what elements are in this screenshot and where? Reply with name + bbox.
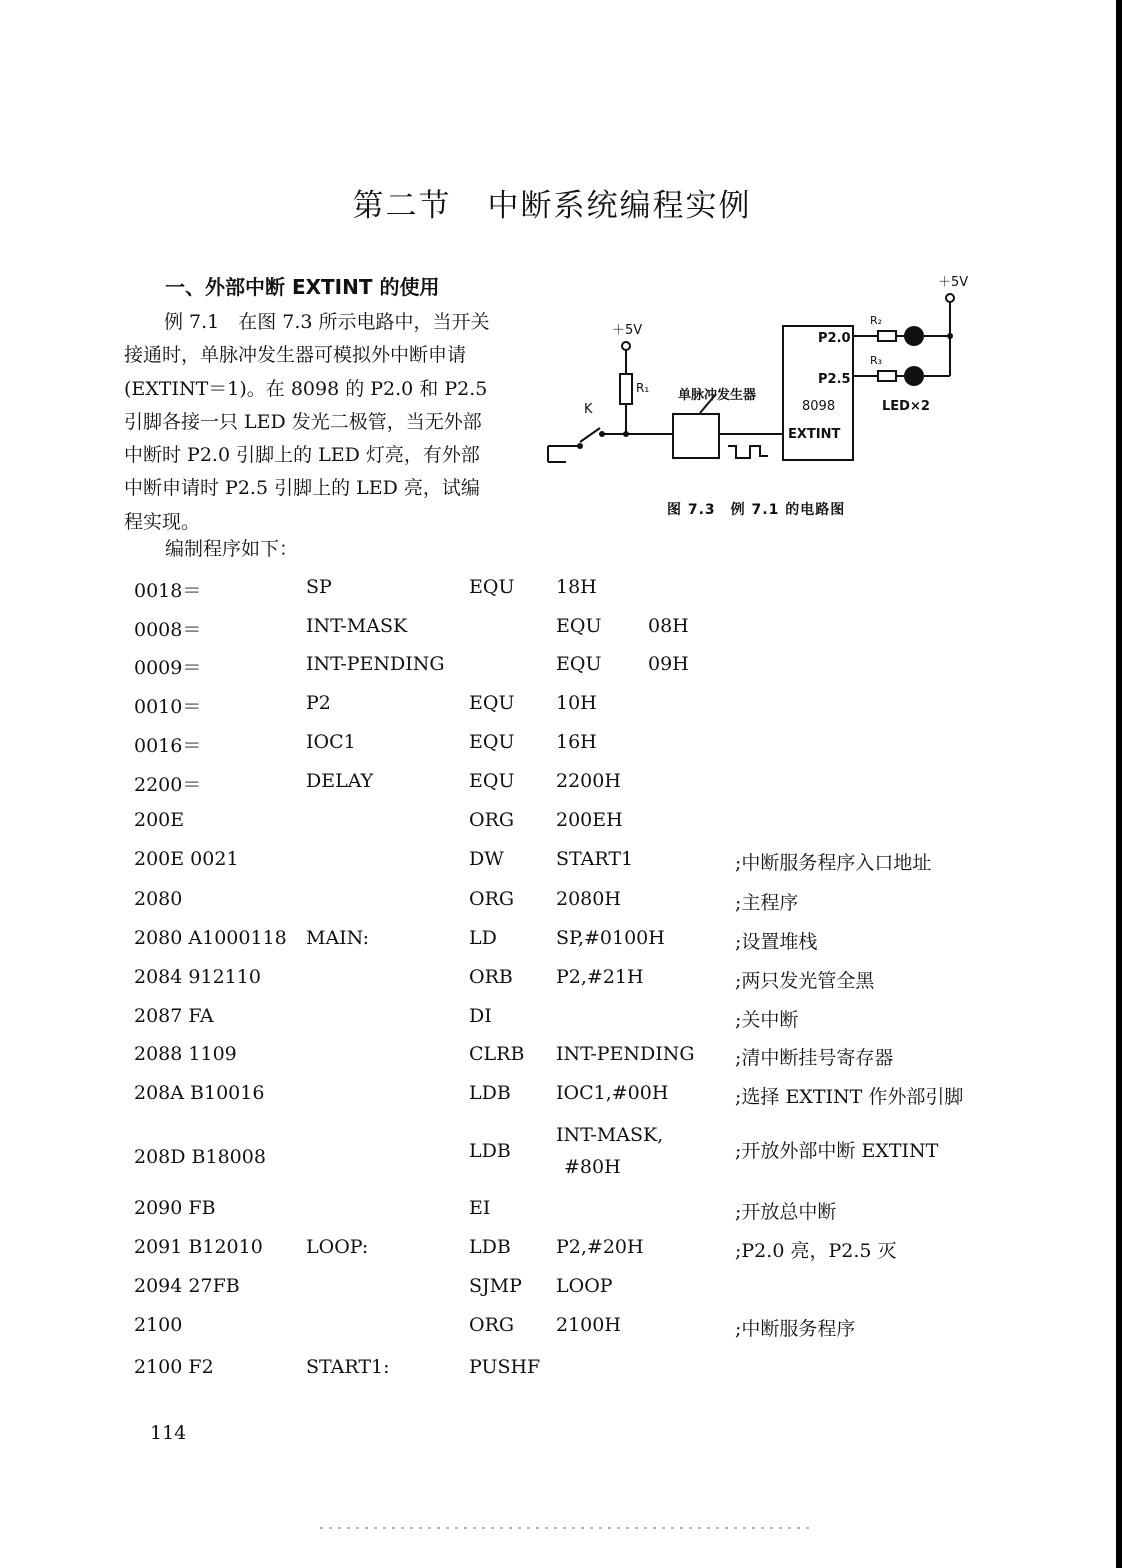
program-intro: 编制程序如下： (165, 538, 299, 560)
code-address: 2200＝ (134, 774, 202, 796)
code-address: 200E 0021 (134, 848, 239, 870)
paragraph-line: 引脚各接一只 LED 发光二极管，当无外部 (124, 410, 482, 433)
code-comment: ;开放外部中断 EXTINT (735, 1140, 939, 1162)
code-address: 2090 FB (134, 1197, 216, 1219)
code-operand: INT-PENDING (556, 1043, 695, 1065)
code-row (0, 888, 1104, 924)
code-comment: ;中断服务程序入口地址 (735, 852, 932, 874)
paragraph-line: 程实现。 (124, 510, 201, 533)
code-comment: ;设置堆栈 (735, 931, 818, 953)
code-label: INT-MASK (306, 615, 408, 637)
code-operand: P2,#20H (556, 1236, 644, 1258)
code-operand: P2,#21H (556, 966, 644, 988)
code-operand: 10H (556, 692, 597, 714)
code-mnemonic: LDB (469, 1236, 511, 1258)
code-comment: ;开放总中断 (735, 1201, 837, 1223)
title-text: 中断系统编程实例 (487, 188, 752, 224)
code-mnemonic: LDB (469, 1082, 511, 1104)
code-label: SP (306, 576, 332, 598)
code-address: 2094 27FB (134, 1275, 240, 1297)
code-operand: LOOP (556, 1275, 613, 1297)
code-mnemonic: LDB (469, 1140, 511, 1162)
code-address: 208D B18008 (134, 1146, 266, 1168)
paragraph-line: 接通时，单脉冲发生器可模拟外中断申请 (124, 344, 467, 367)
code-label: START1: (306, 1356, 390, 1378)
code-address: 200E (134, 809, 185, 831)
code-row (0, 731, 1104, 767)
code-row (0, 1043, 1104, 1079)
code-mnemonic: EQU (556, 653, 602, 675)
code-operand: 18H (556, 576, 597, 598)
code-comment: ;中断服务程序 (735, 1318, 856, 1340)
code-address: 2100 F2 (134, 1356, 214, 1378)
switch-blade (580, 428, 600, 442)
code-operand: 2100H (556, 1314, 621, 1336)
code-operand: 200EH (556, 809, 623, 831)
code-row (0, 1082, 1104, 1118)
code-row (0, 1236, 1104, 1272)
code-address: 0018＝ (134, 580, 202, 602)
resistor-r2 (878, 331, 896, 341)
paragraph-line: 中断时 P2.0 引脚上的 LED 灯亮，有外部 (124, 444, 480, 467)
code-mnemonic: LD (469, 927, 497, 949)
code-address: 208A B10016 (134, 1082, 265, 1104)
code-row (0, 1124, 1104, 1178)
code-row (0, 1197, 1104, 1233)
code-mnemonic: EQU (556, 615, 602, 637)
title-section-number: 第二节 (352, 188, 452, 224)
code-mnemonic: ORB (469, 966, 513, 988)
switch-label: K (584, 402, 593, 417)
code-operand: 09H (648, 653, 689, 675)
code-row (0, 692, 1104, 728)
code-row (0, 576, 1104, 612)
code-row (0, 1356, 1104, 1392)
code-row (0, 653, 1104, 689)
code-comment: ;主程序 (735, 892, 799, 914)
code-mnemonic: EQU (469, 770, 515, 792)
code-label: INT-PENDING (306, 653, 445, 675)
code-comment: ;关中断 (735, 1009, 799, 1031)
code-mnemonic: EQU (469, 692, 515, 714)
led-p25 (904, 366, 924, 386)
code-address: 0008＝ (134, 619, 202, 641)
code-comment: ;P2.0 亮，P2.5 灭 (735, 1240, 897, 1262)
scan-edge-bar (1116, 0, 1122, 1568)
r3-label: R₃ (870, 354, 883, 367)
code-row (0, 1314, 1104, 1350)
code-row (0, 615, 1104, 651)
code-row (0, 966, 1104, 1002)
led-label: LED×2 (882, 399, 930, 414)
vcc-right-label: ＋5V (938, 275, 969, 290)
code-operand: INT-MASK, (556, 1124, 664, 1146)
led-p20 (904, 326, 924, 346)
code-address: 2091 B12010 (134, 1236, 263, 1258)
extint-label: EXTINT (788, 427, 841, 442)
code-mnemonic: SJMP (469, 1275, 522, 1297)
code-operand: START1 (556, 848, 634, 870)
code-mnemonic: ORG (469, 1314, 515, 1336)
code-address: 2080 A1000118 (134, 927, 287, 949)
code-comment: ;选择 EXTINT 作外部引脚 (735, 1086, 964, 1108)
code-operand-continued: #80H (564, 1156, 621, 1178)
code-operand: 2200H (556, 770, 621, 792)
code-address: 0009＝ (134, 657, 202, 679)
code-address: 2088 1109 (134, 1043, 237, 1065)
code-mnemonic: EQU (469, 576, 515, 598)
p25-label: P2.5 (818, 372, 851, 387)
code-label: MAIN: (306, 927, 370, 949)
code-mnemonic: CLRB (469, 1043, 525, 1065)
code-mnemonic: EQU (469, 731, 515, 753)
code-operand: IOC1,#00H (556, 1082, 669, 1104)
resistor-r1 (620, 374, 632, 404)
paragraph-line: 中断申请时 P2.5 引脚上的 LED 亮，试编 (124, 477, 480, 500)
code-row (0, 770, 1104, 806)
code-mnemonic: ORG (469, 809, 515, 831)
paragraph-line: (EXTINT＝1)。在 8098 的 P2.0 和 P2.5 (124, 377, 488, 400)
code-label: IOC1 (306, 731, 356, 753)
code-operand: 16H (556, 731, 597, 753)
figure-caption: 图 7.3 例 7.1 的电路图 (667, 502, 846, 518)
p20-label: P2.0 (818, 331, 851, 346)
code-row (0, 1275, 1104, 1311)
code-comment: ;两只发光管全黑 (735, 970, 875, 992)
code-row (0, 809, 1104, 845)
resistor-r3 (878, 371, 896, 381)
paragraph-line: 例 7.1 在图 7.3 所示电路中，当开关 (164, 311, 490, 333)
r2-label: R₂ (870, 314, 883, 327)
code-label: DELAY (306, 770, 374, 792)
code-address: 2084 912110 (134, 966, 261, 988)
circuit-diagram (540, 268, 980, 528)
code-label: LOOP: (306, 1236, 369, 1258)
code-address: 2080 (134, 888, 183, 910)
section-heading: 一、外部中断 EXTINT 的使用 (165, 275, 440, 299)
pulse-generator-box (673, 414, 719, 458)
code-operand: 2080H (556, 888, 621, 910)
code-address: 0016＝ (134, 735, 202, 757)
r1-label: R₁ (636, 381, 650, 395)
code-address: 0010＝ (134, 696, 202, 718)
vcc-left-label: ＋5V (612, 323, 643, 338)
page-number: 114 (150, 1422, 187, 1444)
code-row (0, 848, 1104, 884)
example-paragraph (124, 306, 524, 539)
code-comment: ;清中断挂号寄存器 (735, 1047, 894, 1069)
code-mnemonic: PUSHF (469, 1356, 541, 1378)
code-mnemonic: EI (469, 1197, 491, 1219)
code-mnemonic: DI (469, 1005, 492, 1027)
code-address: 2087 FA (134, 1005, 214, 1027)
code-operand: 08H (648, 615, 689, 637)
code-operand: SP,#0100H (556, 927, 665, 949)
page-title (0, 180, 1104, 225)
code-label: P2 (306, 692, 331, 714)
code-address: 2100 (134, 1314, 183, 1336)
pulse-generator-label: 单脉冲发生器 (678, 388, 757, 403)
code-row (0, 927, 1104, 963)
code-mnemonic: DW (469, 848, 504, 870)
code-mnemonic: ORG (469, 888, 515, 910)
scan-noise (320, 1527, 810, 1529)
chip-label: 8098 (802, 399, 836, 414)
code-row (0, 1005, 1104, 1041)
